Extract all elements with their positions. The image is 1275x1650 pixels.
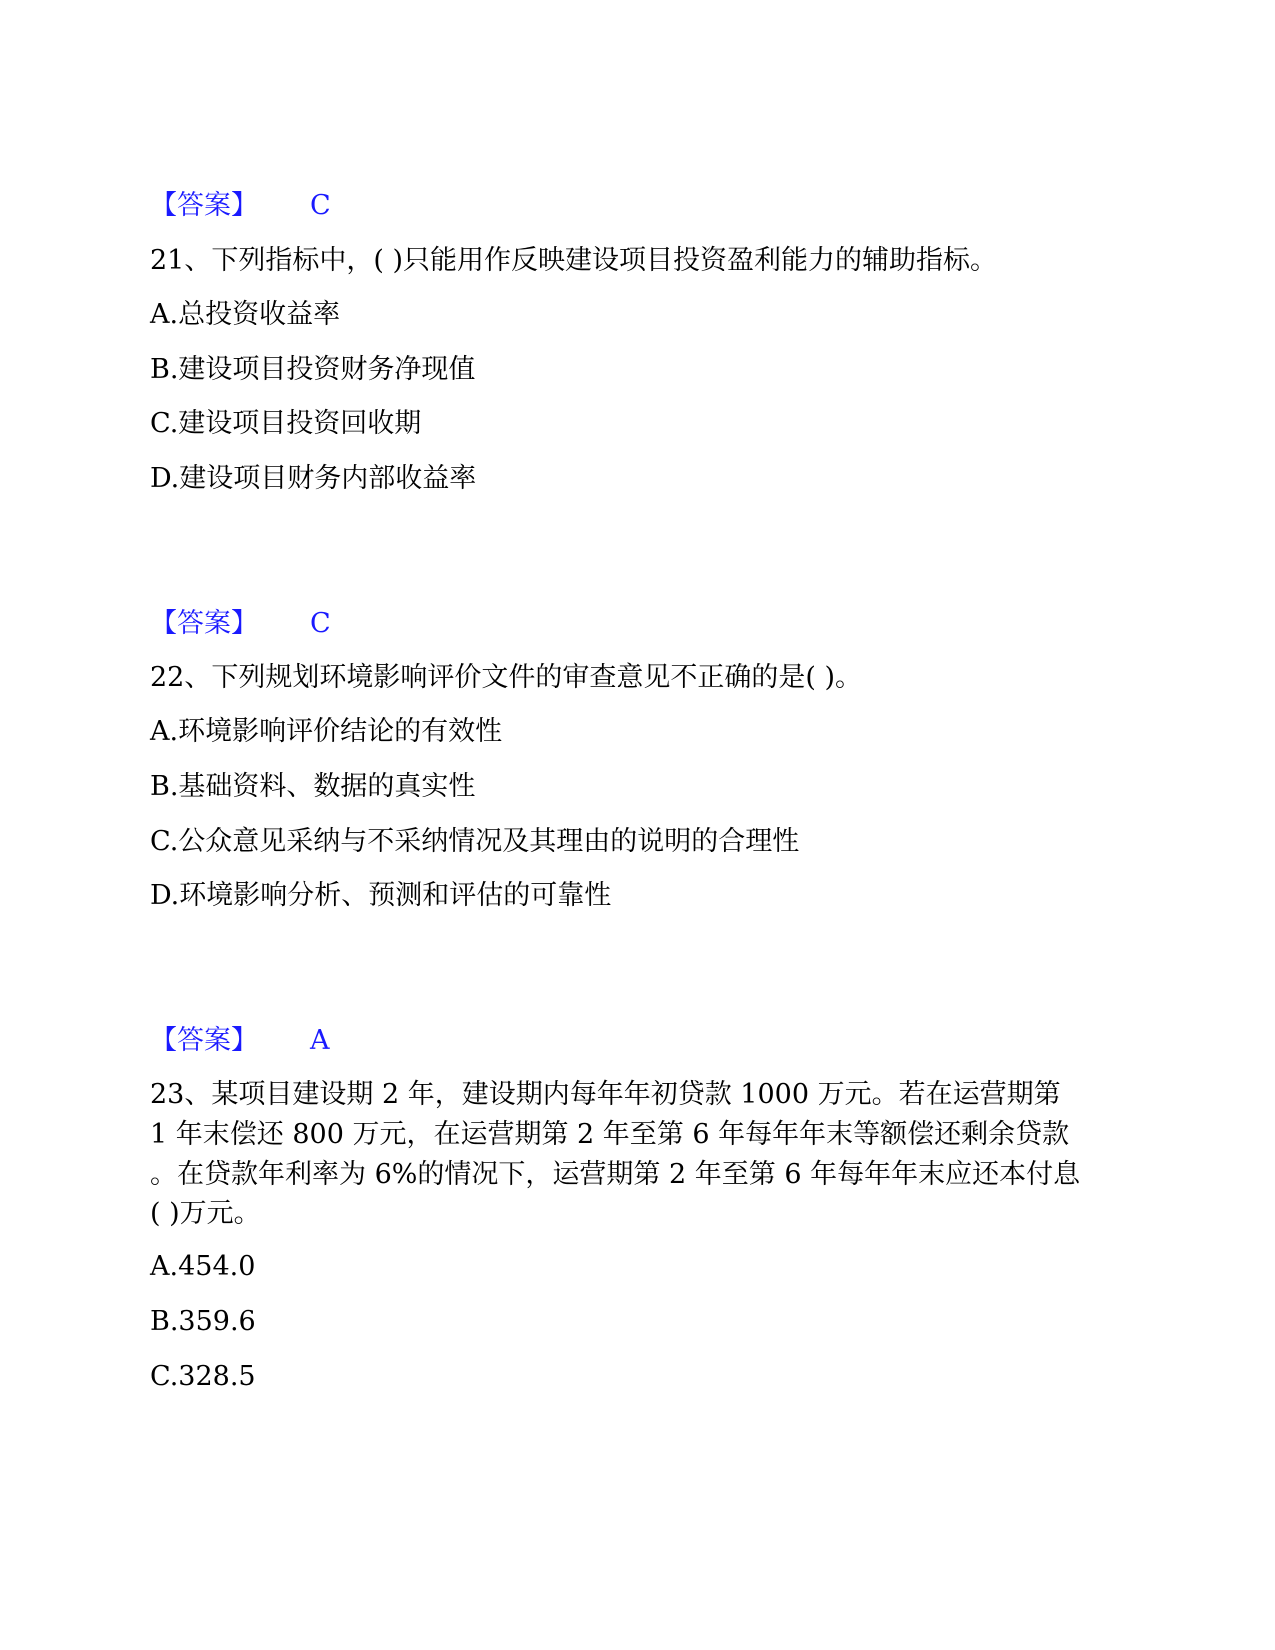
question-23-text-line-4: ( )万元。 [150, 1198, 261, 1229]
question-22-option-b: B.基础资料、数据的真实性 [150, 771, 476, 802]
answer-value: C [310, 190, 331, 221]
question-22-text: 22、下列规划环境影响评价文件的审查意见不正确的是( )。 [150, 662, 863, 693]
question-23-text-line-2: 1 年末偿还 800 万元，在运营期第 2 年至第 6 年每年年末等额偿还剩余贷款 [150, 1119, 1070, 1150]
question-22-option-c: C.公众意见采纳与不采纳情况及其理由的说明的合理性 [150, 826, 800, 857]
question-22-option-d: D.环境影响分析、预测和评估的可靠性 [150, 880, 612, 911]
question-23-text-line-1: 23、某项目建设期 2 年，建设期内每年年初贷款 1000 万元。若在运营期第 [150, 1079, 1061, 1110]
question-21-option-b: B.建设项目投资财务净现值 [150, 354, 476, 385]
question-21-text: 21、下列指标中，( )只能用作反映建设项目投资盈利能力的辅助指标。 [150, 245, 998, 276]
question-23-option-c: C.328.5 [150, 1361, 256, 1392]
answer-label: 【答案】 [150, 190, 258, 221]
question-23-option-a: A.454.0 [150, 1251, 256, 1282]
answer-line [150, 188, 331, 224]
question-21-option-d: D.建设项目财务内部收益率 [150, 463, 477, 494]
answer-value: A [310, 1025, 330, 1056]
answer-value: C [310, 608, 331, 639]
question-21-option-c: C.建设项目投资回收期 [150, 408, 422, 439]
question-22-option-a: A.环境影响评价结论的有效性 [150, 716, 503, 747]
answer-line [150, 606, 331, 642]
question-23-option-b: B.359.6 [150, 1306, 256, 1337]
answer-line [150, 1023, 330, 1059]
question-23-text-line-3: 。在贷款年利率为 6%的情况下，运营期第 2 年至第 6 年每年年末应还本付息 [150, 1159, 1081, 1190]
answer-label: 【答案】 [150, 608, 258, 639]
question-21-option-a: A.总投资收益率 [150, 299, 341, 330]
answer-label: 【答案】 [150, 1025, 258, 1056]
